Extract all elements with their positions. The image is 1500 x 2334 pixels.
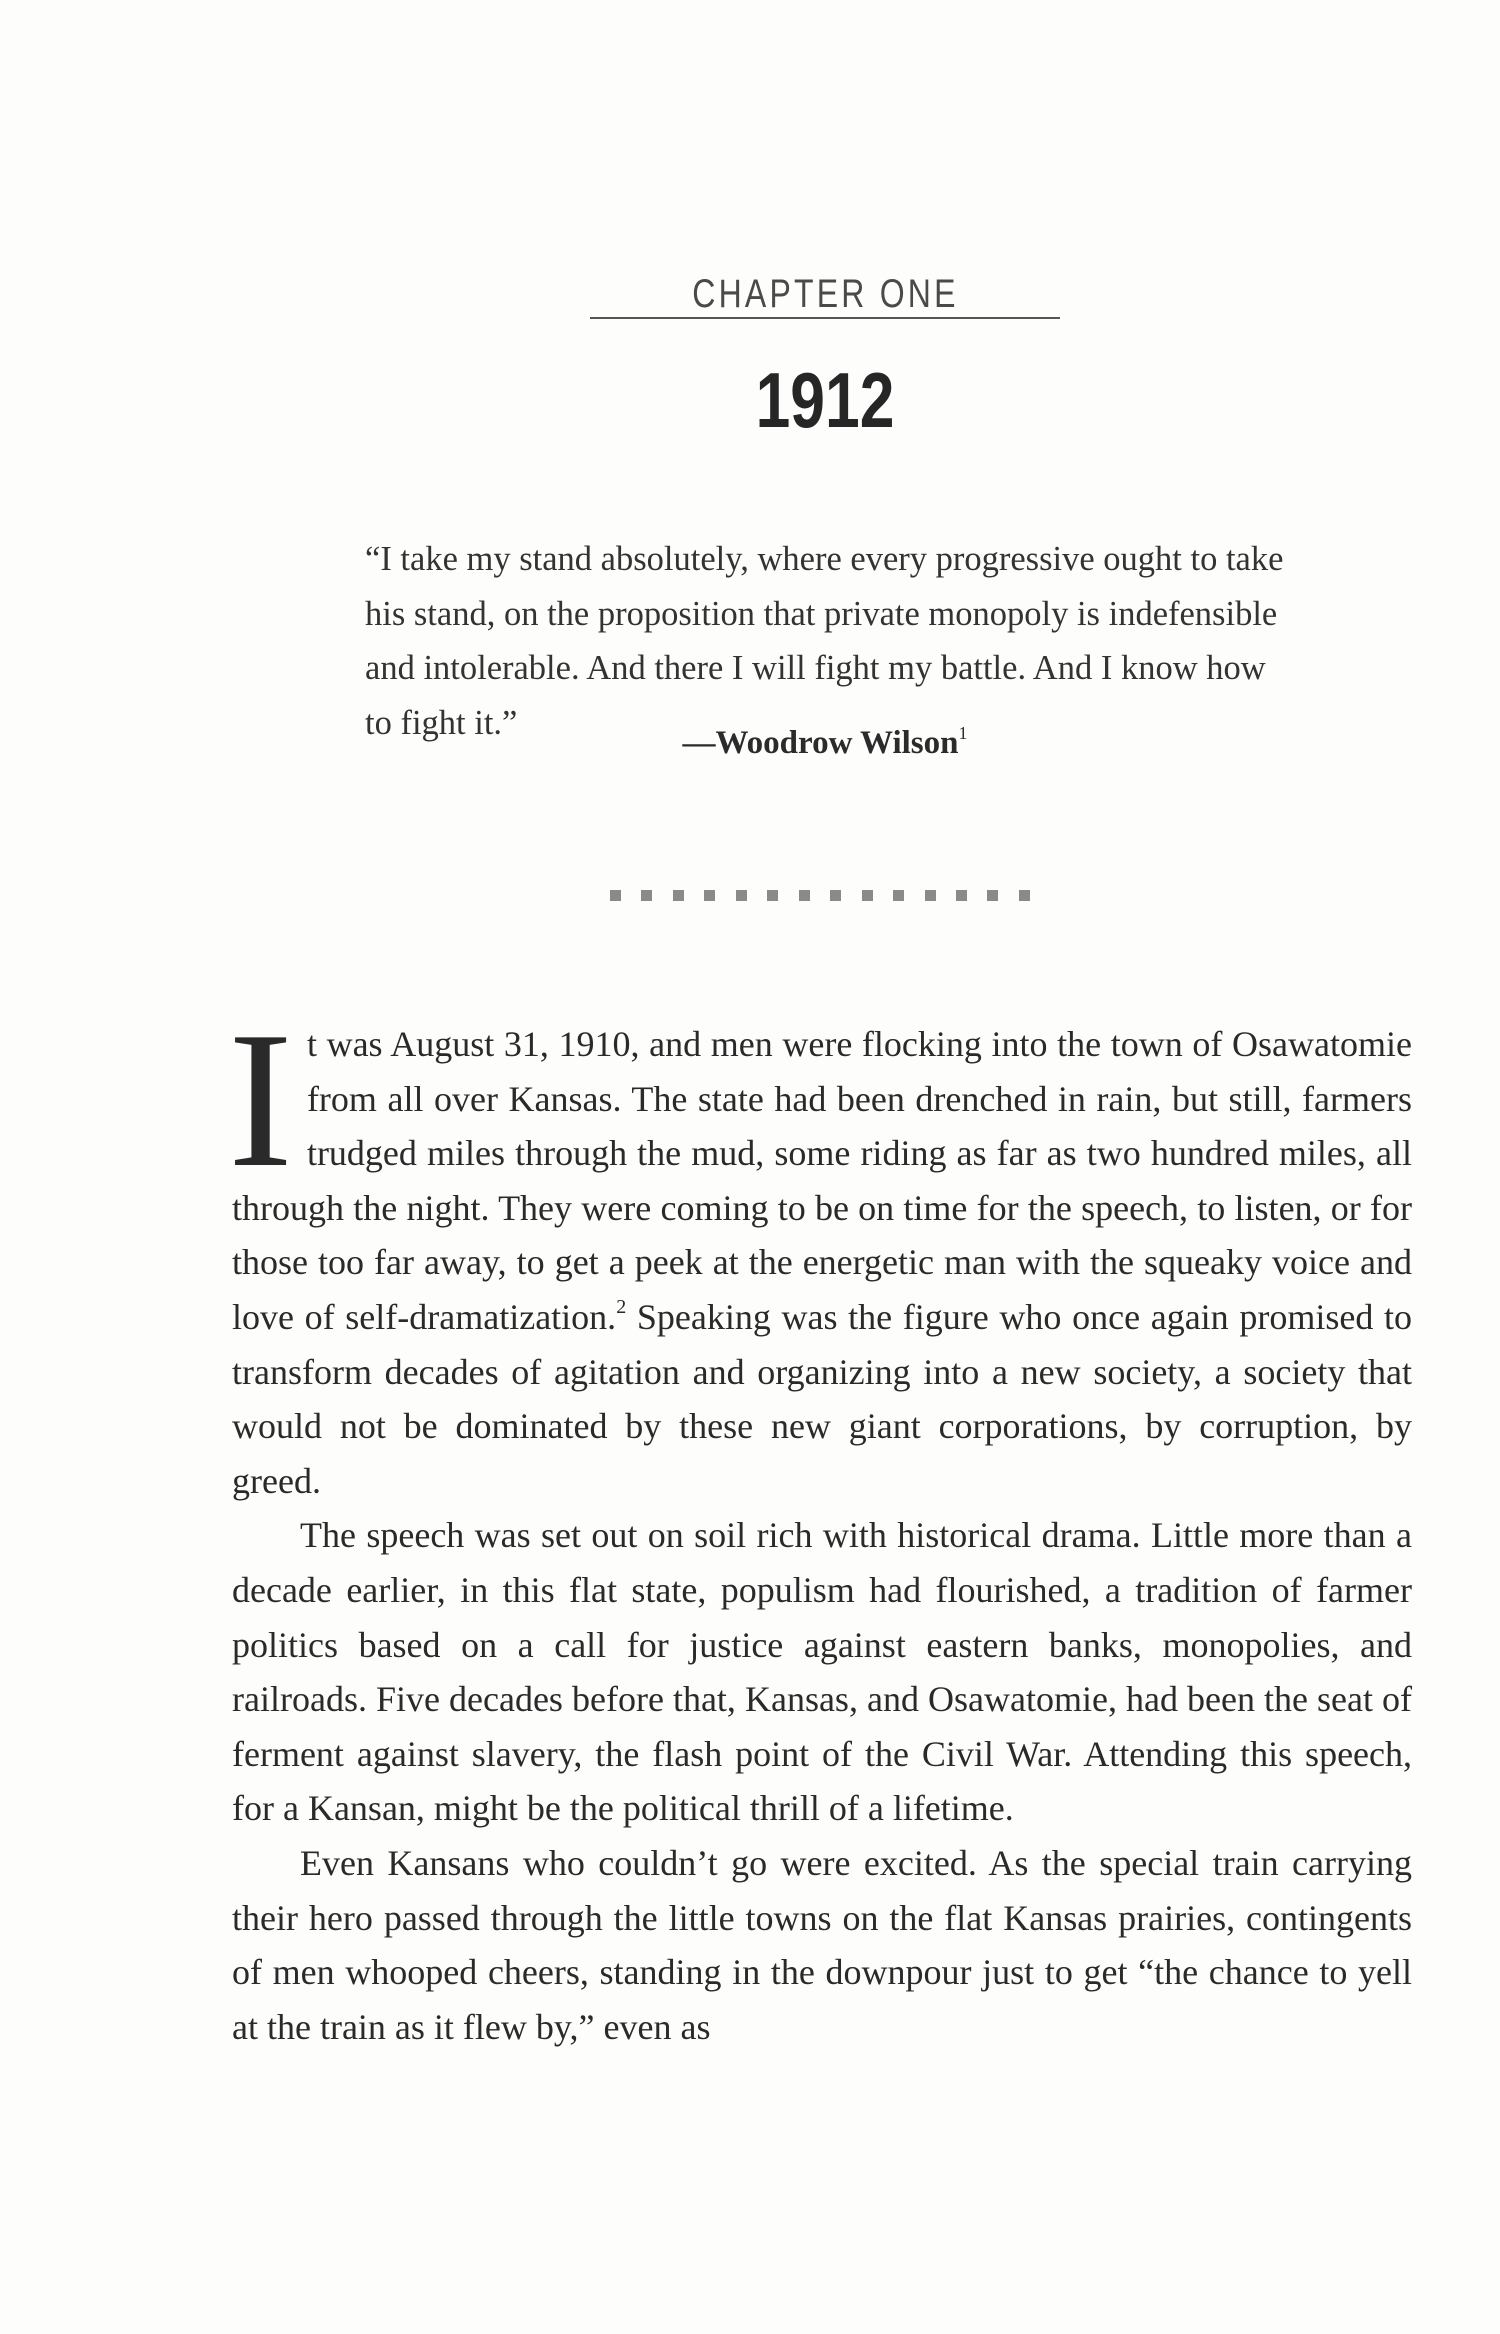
ornament-square (1019, 890, 1030, 901)
ornament-square (767, 890, 778, 901)
epigraph (365, 532, 1285, 750)
ornament-square (862, 890, 873, 901)
drop-cap: I (228, 992, 293, 1208)
chapter-label: CHAPTER ONE (691, 272, 959, 316)
footnote-marker: 1 (958, 723, 968, 743)
ornament-square (673, 890, 684, 901)
attribution-author: —Woodrow Wilson (682, 725, 959, 761)
ornament-square (799, 890, 810, 901)
ornament-square (956, 890, 967, 901)
paragraph-1-text: t was August 31, 1910, and men were flocking into the town of Osawatomie from all over Kansas. The state had been drenched in rain, but still, farmers trudged miles through the mud, some riding as far as two hundred miles, all through the night. They were coming to be on time for the speech, to listen, or for those too far away, to get a peek at the energetic man with the squeaky voice and love of self-dramatization. (232, 1024, 1412, 1337)
chapter-label-container (590, 272, 1060, 317)
paragraph-2: The speech was set out on soil rich with historical drama. Little more than a decade earlier, in this flat state, populism had flourished, a tradition of farmer politics based on a call for justice against eastern banks, monopolies, and railroads. Five decades before that, Kansas, and Osawatomie, had been the seat of ferment against slavery, the flash point of the Civil War. Attending this speech, for a Kansan, might be the political thrill of a lifetime. (232, 1515, 1412, 1829)
ornament-square (925, 890, 936, 901)
epigraph-attribution (365, 723, 1285, 762)
paragraph-1-text-cont: Speaking was the figure who once again promised to transform decades of agitation and organizing into a new society, a society that would not be dominated by these new giant corporations, by corruption, by greed. (232, 1296, 1412, 1501)
epigraph-quote: “I take my stand absolutely, where every progressive ought to take his stand, on the proposition that private monopoly is indefensible and intolerable. And there I will fight my battle. And I know how to fight it.” (365, 540, 1284, 742)
ornament-square (987, 890, 998, 901)
ornament-square (610, 890, 621, 901)
paragraph-1 (228, 992, 1412, 1508)
ornament-square (830, 890, 841, 901)
chapter-title: 1912 (755, 356, 895, 444)
section-divider-ornament (610, 887, 1030, 903)
body-text (228, 992, 1412, 2054)
ornament-square (893, 890, 904, 901)
ornament-square (641, 890, 652, 901)
paragraph-3: Even Kansans who couldn’t go were excited. As the special train carrying their hero passed through the little towns on the flat Kansas prairies, contingents of men whooped cheers, standing in the downpour just to get “the chance to yell at the train as it flew by,” even as (232, 1842, 1412, 2047)
ornament-square (736, 890, 747, 901)
chapter-underline (590, 317, 1060, 319)
ornament-square (704, 890, 715, 901)
footnote-marker: 2 (616, 1295, 627, 1318)
